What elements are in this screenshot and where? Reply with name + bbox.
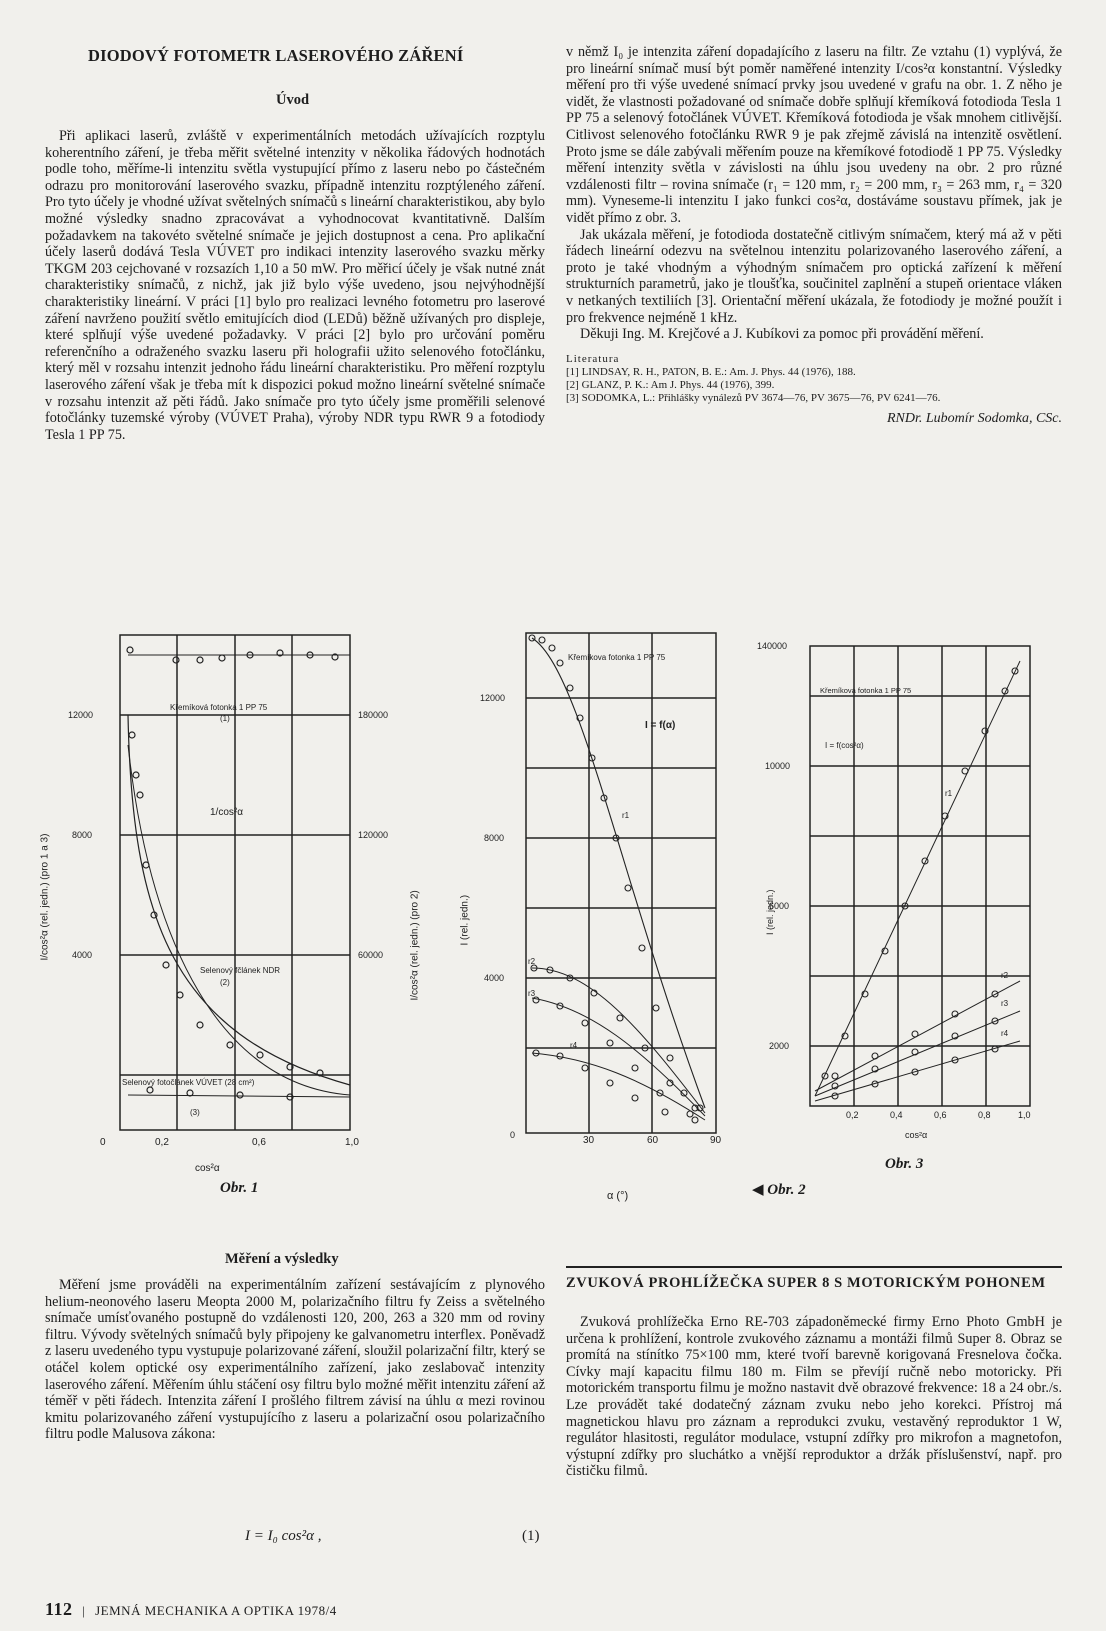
fig2-ytick: 0 xyxy=(510,1130,516,1140)
fig1-label-1: Křemíková fotonka 1 PP 75 xyxy=(170,703,268,712)
fig2-ytick: 8000 xyxy=(484,833,505,843)
figure-1-caption: Obr. 1 xyxy=(220,1180,259,1196)
figure-2-plot xyxy=(470,628,760,1138)
fig3-xtick: 0,8 xyxy=(978,1110,991,1120)
fig3-ytick: 2000 xyxy=(769,1041,790,1051)
fig1-label-3: Selenový fotočlánek VÚVET (28 cm²) xyxy=(122,1078,255,1087)
footer-separator: | xyxy=(82,1603,86,1618)
fig1-ylabel-right: I/cos²α (rel. jedn.) (pro 2) xyxy=(409,890,421,1001)
fig3-xlabel: cos²α xyxy=(905,1130,928,1140)
page-footer xyxy=(45,1599,337,1620)
fig3-series-label: r2 xyxy=(1001,971,1009,980)
fig1-ytick-right: 120000 xyxy=(358,830,389,840)
fig1-xtick: 0 xyxy=(100,1137,106,1148)
fig3-series-label: r3 xyxy=(1001,999,1009,1008)
fig1-ytick: 12000 xyxy=(68,710,94,720)
fig2-ylabel: I (rel. jedn.) xyxy=(459,894,471,946)
fig1-ytick: 4000 xyxy=(72,950,93,960)
fig3-ytick: 10000 xyxy=(765,761,791,771)
fig1-ytick: 8000 xyxy=(72,830,93,840)
article-title: DIODOVÝ FOTOMETR LASEROVÉHO ZÁŘENÍ xyxy=(88,46,464,65)
figure-3-caption: Obr. 3 xyxy=(885,1156,924,1172)
fig2-series-label: r3 xyxy=(528,989,536,998)
methods-heading: Měření a výsledky xyxy=(225,1251,339,1267)
intro-heading: Úvod xyxy=(276,92,310,108)
caption-arrow-icon: ◀ xyxy=(752,1182,764,1198)
fig1-ytick-right: 180000 xyxy=(358,710,389,720)
fig3-xtick: 0,2 xyxy=(846,1110,859,1120)
fig3-xtick: 0,4 xyxy=(890,1110,903,1120)
acknowledgement-paragraph: Děkuji Ing. M. Krejčové a J. Kubíkovi za pomoc při provádění měření. xyxy=(580,326,984,343)
fig3-ytick: 140000 xyxy=(757,641,788,651)
fig3-ytick: 6000 xyxy=(769,901,790,911)
fig1-xlabel: cos²α xyxy=(195,1163,220,1174)
reference-item: [1] LINDSAY, R. H., PATON, B. E.: Am. J. Phys. 44 (1976), 188. xyxy=(566,365,856,378)
figure-1 xyxy=(40,615,400,1135)
fig2-xtick: 90 xyxy=(710,1135,722,1146)
conclusion-paragraph: Jak ukázala měření, je fotodioda dostatečně citlivým snímačem, který má až v pěti řádech lineární odezvu na světelnou intenzitu polarizovaného laserového záření, a proto je také vhodným a výhodným snímačem pro optická zařízení k měření strukturních parametrů, jako je tloušťka, součinitel zaplnění a stupeň orientace vláken v netkaných textiliích [3]. Orientační měření ukázala, že fotodiody je možné použít i pro frekvence nejméně 1 kHz. xyxy=(566,226,1062,326)
fig3-xtick: 1,0 xyxy=(1018,1110,1031,1120)
page-number: 112 xyxy=(45,1599,73,1619)
fig2-series-label: r2 xyxy=(528,957,536,966)
fig3-func-label: I = f(cos²α) xyxy=(825,741,864,750)
fig2-ytick: 12000 xyxy=(480,693,506,703)
fig2-xtick: 30 xyxy=(583,1135,595,1146)
fig1-label-1-num: (1) xyxy=(220,714,230,723)
malus-equation: I = I₀ cos²α , xyxy=(245,1528,322,1544)
fig3-curve-title: Křemíková fotonka 1 PP 75 xyxy=(820,686,912,695)
fig1-xtick: 0,6 xyxy=(252,1137,266,1148)
fig2-curve-title: Křemíkova fotonka 1 PP 75 xyxy=(568,653,666,662)
sidebar-rule xyxy=(566,1266,1062,1268)
journal-name: JEMNÁ MECHANIKA A OPTIKA 1978/4 xyxy=(95,1603,337,1618)
fig1-label-2-num: (2) xyxy=(220,978,230,987)
fig2-xlabel: α (°) xyxy=(607,1190,629,1202)
fig3-xtick: 0,6 xyxy=(934,1110,947,1120)
fig1-ytick-right: 60000 xyxy=(358,950,384,960)
figure-3 xyxy=(757,636,1065,1136)
fig2-series-label: r4 xyxy=(570,1041,578,1050)
intro-paragraph: Při aplikaci laserů, zvláště v experimentálních metodách užívajících rozptylu koherentního záření, je třeba měřit světelné intenzity v několika řádových hodnotách podle toho, měříme-li intenzitu světla vystupující přímo z laseru nebo po částečném odrazu pro monitorování laserového svazku, případně intenzitu rozptýleného záření. Pro tyto účely je vhodné užívat světelných snímačů s lineární charakteristikou, aby bylo možné výsledky snadno zpracovávat a vyhodnocovat kvantitativně. Dalším požadavkem na takovéto světelné snímače je jejich dostupnost a cena. Pro aplikační účely laserů dodává Tesla VÚVET pro indikaci intenzity laserového svazku měrky TKGM 203 cejchované v rozsazích 1,10 a 50 mW. Pro měřicí účely je však nutné znát charakteristiky snímačů, z nichž, jak již bylo výše uvedeno, jsou nejvýhodnější charakteristiky lineární. V práci [1] bylo pro realizaci levného fotometru pro laserové záření navrženo použití světlo emitujících diod (LEDů) běžně užívaných pro displeje, které splňují výše uvedené požadavky. V práci [2] bylo pro určování poměru referenčního a odraženého svazku laseru při holografii užito selenového fotočlánku, který měl v rozsahu intenzit jednoho řádu lineární charakteristiku. Pro měření rozptylu laserového záření však je třeba mít k dispozici pokud možno lineární světelné snímače v rozsahu intenzit až pěti řádů. Jako snímače pro tyto účely jsme proměřili selenové fotočlánky tuzemské výroby (VÚVET Praha), výroby NDR typu RWR 9 a fotodiody Tesla 1 PP 75. xyxy=(45,128,545,443)
fig1-label-2: Selenový fčlánek NDR xyxy=(200,966,281,975)
fig1-label-3-num: (3) xyxy=(190,1108,200,1117)
figure-3-plot xyxy=(757,636,1065,1136)
methods-paragraph: Měření jsme prováděli na experimentálním zařízení sestávajícím z plynového helium-neonového laseru Meopta 2000 M, polarizačního filtru fy Zeiss a světelného snímače umísťovaného postupně do vzdálenosti 120, 200, 263 a 320 mm od roviny filtru. Vývody světelných snímačů byly připojeny ke galvanometru interflex. Poněvadž z laseru uvedeného typu vystupuje polarizované záření, sloužil polarizační filtr, který se otáčel kolem optické osy experimentálního zařízení, jako zeslabovač intenzity laserového záření. Měřením úhlu stáčení osy filtru bylo možné měřit intenzitu záření až téměř v pěti řádech. Intenzita záření I prošlého filtrem závisí na úhlu α mezi rovinou kmitu polarizovaného záření vystupujícího z laseru a polarizační osou polarizačního filtru podle Malusova zákona: xyxy=(45,1277,545,1443)
news-heading: ZVUKOVÁ PROHLÍŽEČKA SUPER 8 S MOTORICKÝM POHONEM xyxy=(566,1275,1046,1291)
fig3-series-label: r1 xyxy=(945,789,953,798)
references xyxy=(566,353,1062,405)
fig2-func-label: I = f(α) xyxy=(645,720,676,731)
figure-2-caption xyxy=(752,1180,806,1199)
author-name: RNDr. Lubomír Sodomka, CSc. xyxy=(886,410,1062,426)
reference-item: [2] GLANZ, P. K.: Am J. Phys. 44 (1976), 399. xyxy=(566,378,775,391)
methods-column xyxy=(45,1277,545,1443)
fig1-xtick: 1,0 xyxy=(345,1137,359,1148)
fig1-ylabel-left: I/cos²α (rel. jedn.) (pro 1 a 3) xyxy=(39,833,51,961)
fig1-xtick: 0,2 xyxy=(155,1137,169,1148)
reference-item: [3] SODOMKA, L.: Přihlášky vynálezů PV 3674—76, PV 3675—76, PV 6241—76. xyxy=(566,391,941,404)
fig2-series-label: r1 xyxy=(622,811,630,820)
figure-2-caption-text: Obr. 2 xyxy=(767,1182,806,1198)
fig3-series-label: r4 xyxy=(1001,1029,1009,1038)
results-paragraph: v němž I₀ je intenzita záření dopadajícího z laseru na filtr. Ze vztahu (1) vyplývá, že pro lineární snímač musí být poměr naměřené intenzity I/cos²α konstantní. Výsledky měření pro tři výše uvedené snímací prvky jsou uvedené v grafu na obr. 1. Z něho je vidět, že vlastnosti požadované od snímače dobře splňují křemíková fotodioda Tesla 1 PP 75 a selenový fotočlánek VÚVET. Křemíková fotodioda je však mnohem citlivější. Citlivost selenového fotočlánku RWR 9 je pak zřejmě závislá na intenzitě osvětlení. Proto jsme se dále zabývali měřením pouze na křemíkové fotodiodě 1 PP 75. Výsledky měření intenzity světla v závislosti na úhlu jsou uvedeny na obr. 2 pro různé vzdálenosti filtr – rovina snímače (r₁ = 120 mm, r₂ = 200 mm, r₃ = 263 mm, r₄ = 320 mm). Vyneseme-li intenzitu I jako funkci cos²α, dostáváme soustavu přímek, jak je vidět přímo z obr. 3. xyxy=(566,44,1062,226)
fig2-xtick: 60 xyxy=(647,1135,659,1146)
fig1-curve-label: 1/cos²α xyxy=(210,807,244,818)
right-column xyxy=(566,44,1062,427)
news-column xyxy=(566,1314,1062,1480)
equation-number: (1) xyxy=(522,1528,540,1544)
fig3-ylabel: I (rel. jedn.) xyxy=(765,889,775,935)
figure-1-plot xyxy=(40,615,400,1135)
intro-column xyxy=(45,128,545,443)
news-paragraph: Zvuková prohlížečka Erno RE-703 západoněmecké firmy Erno Photo GmbH je určena k prohlížení, kontrole zvukového záznamu a montáži filmů Super 8. Obraz se promítá na stínítko 75×100 mm, které tvoří barevně korigovaná Fresnelova čočka. Cívky mají kapacitu filmu 180 m. Film se převíjí ručně nebo motoricky. Při motorickém transportu filmu je možno nastavit dvě obrazové frekvence: 18 a 24 obr./s. Lze provádět také dodatečný záznam zvuku nebo jeho korekci. Přístroj má magnetickou hlavu pro záznam a reprodukci zvuku, vestavěný reproduktor 1 W, regulátor hlasitosti, regulátor modulace, vstupní zdířky pro mikrofon a magnetofon, výstupní zdířky pro sluchátko a vnější reproduktor a držák příslušenství, např. pro čističku filmů. xyxy=(566,1314,1062,1480)
fig2-ytick: 4000 xyxy=(484,973,505,983)
references-heading: Literatura xyxy=(566,352,620,365)
figure-2 xyxy=(470,628,760,1138)
